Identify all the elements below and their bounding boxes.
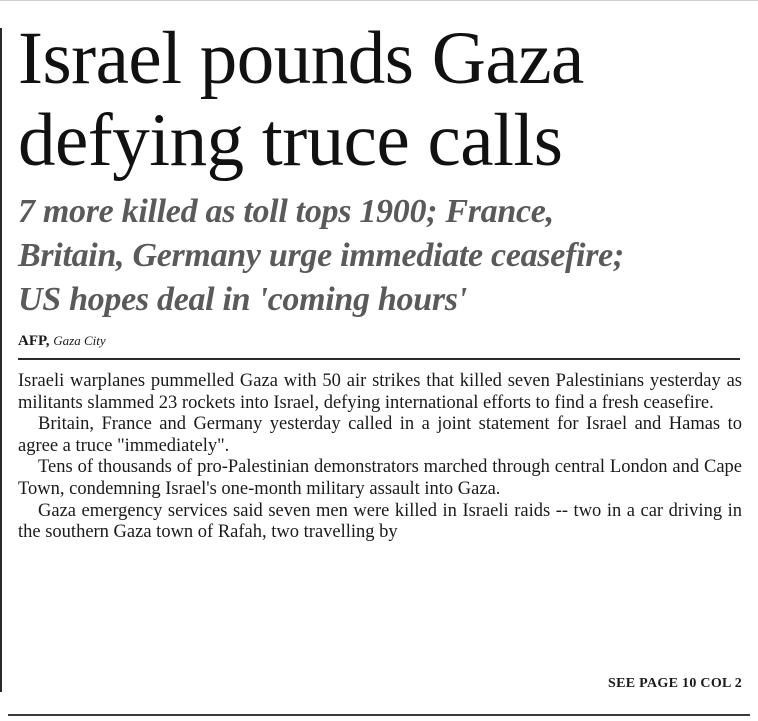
paragraph-4: Gaza emergency services said seven men were killed in Israeli raids -- two in a car driving in the southern Gaza town of Rafah, two travelling by [18,500,742,543]
headline [18,18,742,182]
headline-line-2: defying truce calls [18,99,563,182]
article-body [18,371,742,544]
byline-divider [18,358,740,360]
bottom-rule [8,714,750,716]
paragraph-1: Israeli warplanes pummelled Gaza with 50 air strikes that killed seven Palestinians yesterday as militants slammed 23 rockets into Israel, defying international efforts to find a fresh ceasefire. [18,371,742,413]
continued-on-page-label: SEE PAGE 10 COL 2 [608,676,742,691]
byline [18,332,742,350]
paragraph-3: Tens of thousands of pro-Palestinian demonstrators marched through central London and Cape Town, condemning Israel's one-month military assault into Gaza. [18,457,742,499]
subheadline-line-3: US hopes deal in 'coming hours' [18,281,467,318]
column-rule [0,28,2,692]
byline-place: Gaza City [53,333,106,348]
headline-line-1: Israel pounds Gaza [18,17,584,100]
byline-agency: AFP, [18,333,50,349]
subheadline-line-2: Britain, Germany urge immediate ceasefire; [18,237,624,274]
top-rule [0,0,758,1]
subheadline [18,190,742,322]
news-article [18,18,742,544]
subheadline-line-1: 7 more killed as toll tops 1900; France, [18,193,554,230]
paragraph-2: Britain, France and Germany yesterday called in a joint statement for Israel and Hamas to agree a truce "immediately". [18,414,742,456]
